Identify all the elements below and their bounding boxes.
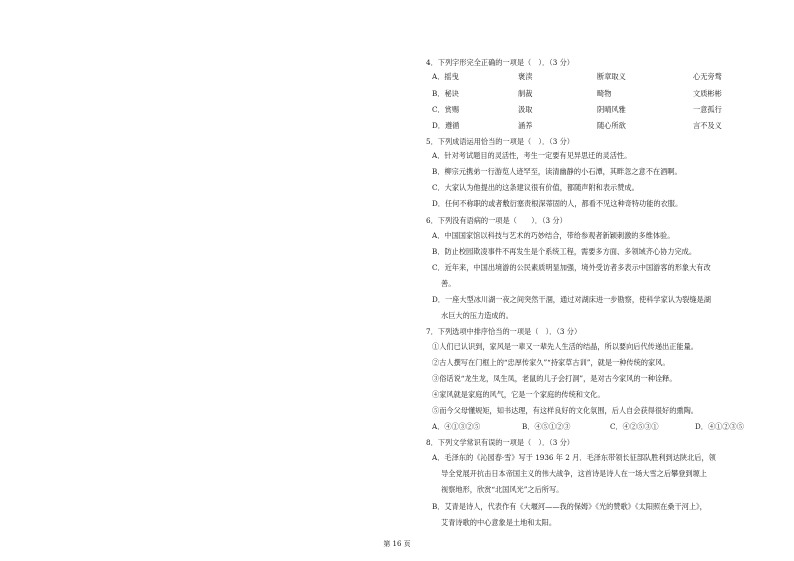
q6-option-d: D．一座大型冰川湖一夜之间突然干涸，通过对湖床进一步勘察，使科学家认为裂缝是湖 xyxy=(432,295,711,304)
q5-option-b: B．柳宗元携弟一行游览人迹罕至，读清幽静的小石潭，其畔忽之意不在酒啊。 xyxy=(432,167,682,176)
q6-option-c: C．近年来，中国出境游的公民素质明显加强，境外受访者多表示中国游客的形象大有改 xyxy=(432,263,711,272)
q5-stem: 5．下列成语运用恰当的一项是（ ）．（3 分） xyxy=(426,137,574,146)
q6-option-d-cont: 水巨大的压力造成的。 xyxy=(441,311,513,320)
q4-b1: B．秘诀 xyxy=(432,89,459,98)
q8-line-3: 视察地形，欣赏“北国风光”之后所写。 xyxy=(441,485,564,494)
q7-sentence-2: ②古人撰写在门框上的“忠厚传家久”“持家草古训”，就是一种传统的家风。 xyxy=(432,358,670,367)
q6-option-a: A．中国国家馆以科技与艺术的巧妙结合，带给参观者新颖刺激的多维体验。 xyxy=(432,231,675,240)
q7-sentence-3: ③俗话说“龙生龙，凤生凤，老鼠的儿子会打洞”，是对古今家风的一种诠释。 xyxy=(432,374,677,383)
q4-b4: 文质彬彬 xyxy=(693,89,722,98)
q4-d3: 随心所欲 xyxy=(597,121,626,130)
q4-b2: 制裁 xyxy=(518,89,533,98)
q4-stem: 4．下列字形完全正确的一项是（ ）．（3 分） xyxy=(426,58,574,67)
q4-a1: A．摇曳 xyxy=(432,72,459,81)
q6-stem: 6．下列没有语病的一项是（ ）．（3 分） xyxy=(426,216,567,225)
q4-d4: 言不及义 xyxy=(693,121,722,130)
q4-b3: 畸物 xyxy=(597,89,612,98)
q4-c4: 一意孤行 xyxy=(693,105,722,114)
q7-stem: 7．下列选项中排序恰当的一项是（ ）．（3 分） xyxy=(426,327,582,336)
q7-sentence-1: ①人们已认识到，家风是一辈又一辈先人生活的结晶，所以要向后代传递出正能量。 xyxy=(432,342,698,351)
q4-a2: 褒渎 xyxy=(518,72,533,81)
q4-a3: 断章取义 xyxy=(597,72,626,81)
q4-d2: 涵养 xyxy=(518,121,533,130)
page-number: 第 16 页 xyxy=(383,540,411,548)
q6-option-b: B．防止校园欺凌事件不再发生是个系统工程，需要多方面、多领域齐心协力完成。 xyxy=(432,247,697,256)
q4-c2: 汲取 xyxy=(518,105,533,114)
q7-choice-d: D．④①②③⑤ xyxy=(695,422,744,431)
q7-sentence-4: ④家风就是家庭的风气，它是一个家庭的传统和文化。 xyxy=(432,390,605,399)
q8-line-2: 导全党展开抗击日本帝国主义的伟大战争，这首诗是诗人在一场大雪之后攀登到塬上 xyxy=(441,469,707,478)
q8-line-1: A．毛泽东的《沁园春·雪》写于 1936 年 2 月．毛泽东带领长征部队胜利到达陕北后，领 xyxy=(432,453,716,462)
q7-choice-c: C．④②⑤③① xyxy=(610,422,659,431)
q7-choice-a: A．④①③②⑤ xyxy=(432,422,481,431)
q4-c1: C．赏赐 xyxy=(432,105,460,114)
q4-a4: 心无旁骛 xyxy=(693,72,722,81)
q7-choice-b: B．④⑤①②③ xyxy=(522,422,571,431)
q4-d1: D．遵循 xyxy=(432,121,460,130)
q8-stem: 8．下列文学常识有误的一项是（ ）．（3 分） xyxy=(426,438,574,447)
q8-line-4: B．艾青是诗人，代表作有《大堰河——我的保姆》《光的赞歌》《太阳照在桑干河上》， xyxy=(432,502,707,511)
q5-option-d: D．任何不称职的或者敷衍塞责根深蒂固的人，都看不见这种奇特功能的衣服。 xyxy=(432,199,683,208)
q6-option-c-cont: 善。 xyxy=(441,279,456,288)
q5-option-c: C．大家认为他提出的这条建议很有价值，都随声附和表示赞成。 xyxy=(432,183,639,192)
q5-option-a: A．针对考试题目的灵活性，考生一定要有见异思迁的灵活性。 xyxy=(432,151,632,160)
q4-c3: 阴晴风雅 xyxy=(597,105,626,114)
q7-sentence-5: ⑤而今父母懂规矩，知书达理，有这样良好的文化氛围，后人自会获得很好的熏陶。 xyxy=(432,406,698,415)
q8-line-5: 艾青诗歌的中心意象是土地和太阳。 xyxy=(441,518,557,527)
